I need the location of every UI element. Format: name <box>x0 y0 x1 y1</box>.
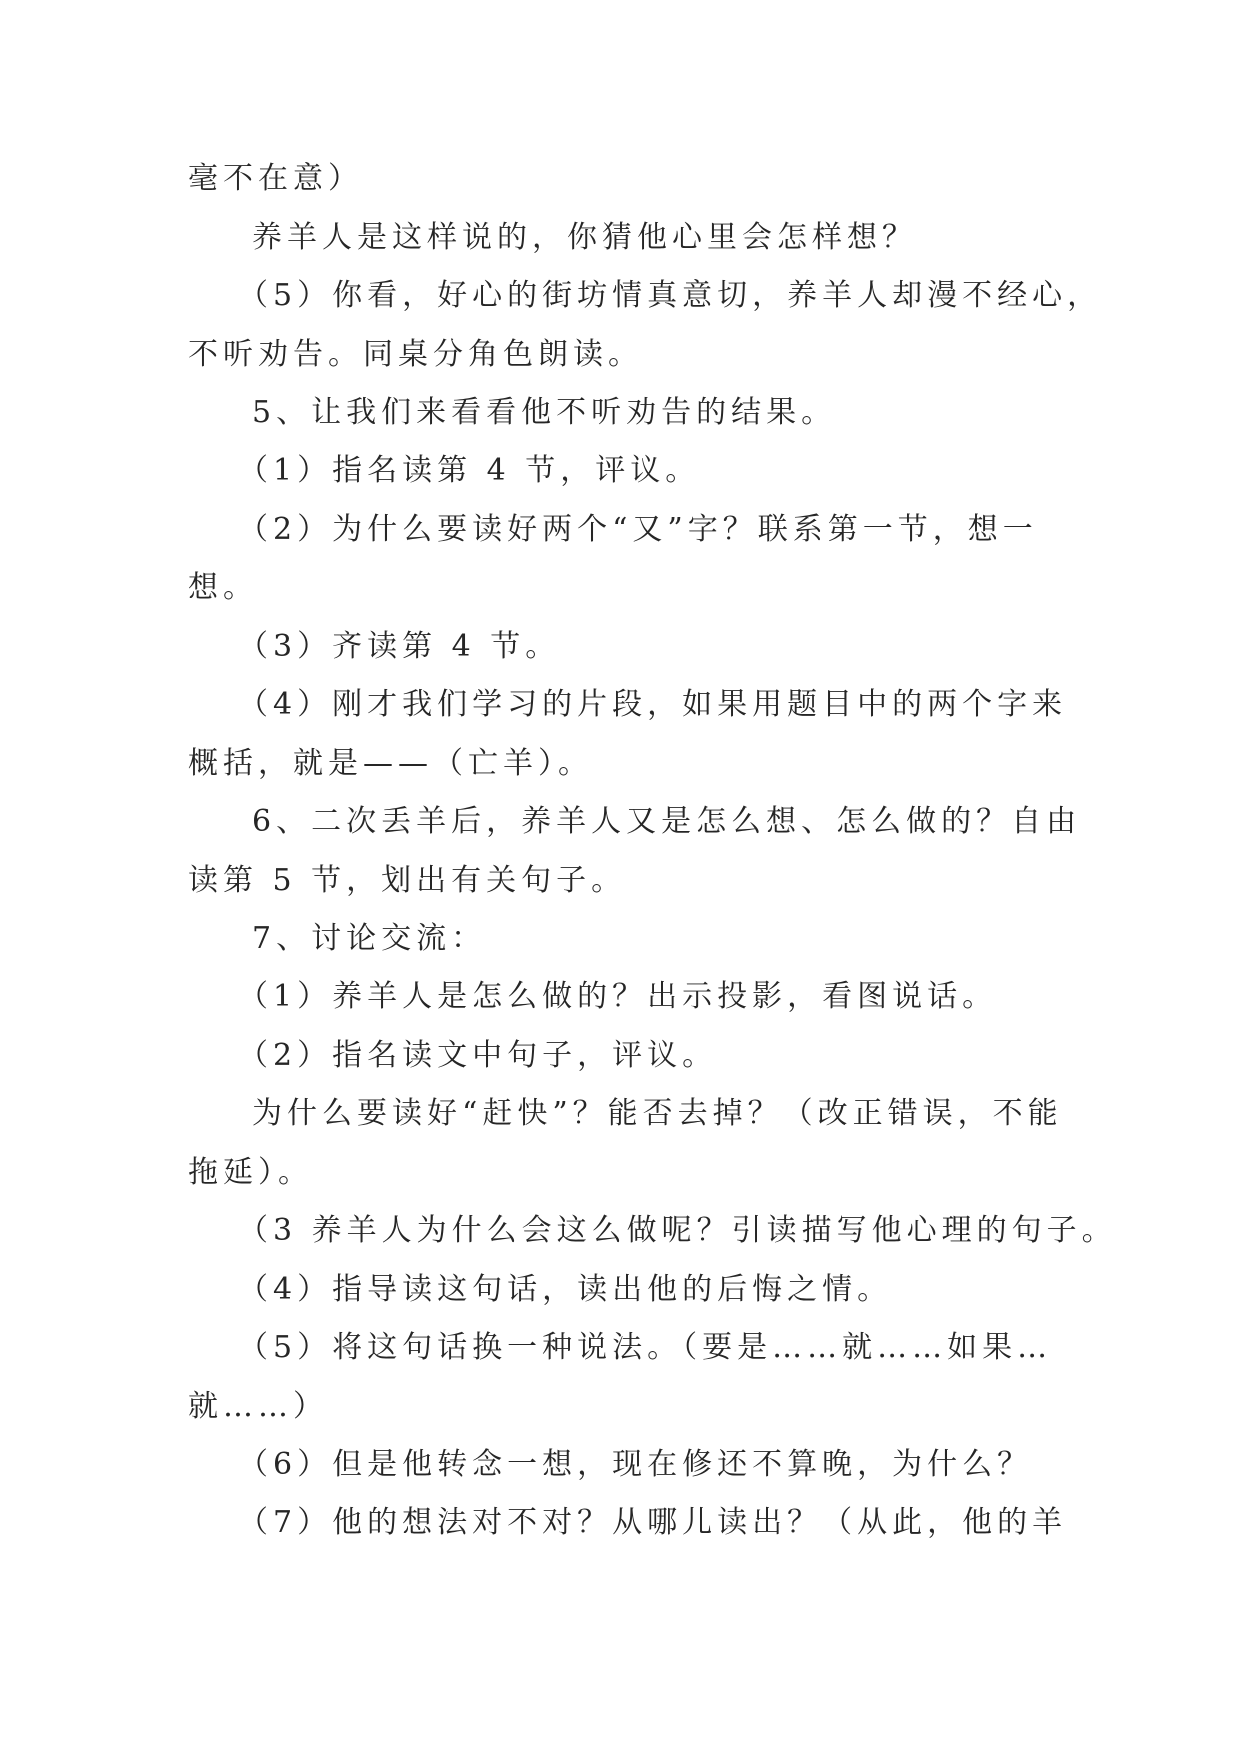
text-line: （4）刚才我们学习的片段，如果用题目中的两个字来 <box>238 687 1068 722</box>
text-line: （4）指导读这句话，读出他的后悔之情。 <box>238 1272 893 1307</box>
text-line: 想。 <box>188 570 258 605</box>
text-line: 为什么要读好“赶快”？能否去掉？（改正错误，不能 <box>252 1096 1063 1131</box>
text-line: （5）你看，好心的街坊情真意切，养羊人却漫不经心， <box>238 278 1103 313</box>
text-line: （1）养羊人是怎么做的？出示投影，看图说话。 <box>238 979 998 1014</box>
text-line: 不听劝告。同桌分角色朗读。 <box>188 337 643 372</box>
text-line: 6、二次丢羊后，养羊人又是怎么想、怎么做的？自由 <box>252 804 1082 839</box>
text-line: （5）将这句话换一种说法。（要是……就……如果… <box>238 1330 1053 1365</box>
text-line: 拖延）。 <box>188 1155 313 1190</box>
text-line: （3 养羊人为什么会这么做呢？引读描写他心理的句子。 <box>238 1213 1117 1248</box>
text-line: 7、讨论交流： <box>252 921 487 956</box>
text-line: （2）为什么要读好两个“又”字？联系第一节，想一 <box>238 512 1038 547</box>
text-line: （7）他的想法对不对？从哪儿读出？（从此，他的羊 <box>238 1505 1068 1540</box>
text-line: （1）指名读第 4 节，评议。 <box>238 453 701 488</box>
text-line: （6）但是他转念一想，现在修还不算晚，为什么？ <box>238 1447 1033 1482</box>
text-line: （3）齐读第 4 节。 <box>238 629 561 664</box>
text-line: 养羊人是这样说的，你猜他心里会怎样想？ <box>252 220 917 255</box>
text-line: 5、让我们来看看他不听劝告的结果。 <box>252 395 837 430</box>
text-line: 毫不在意） <box>188 161 363 196</box>
text-line: 就……） <box>188 1389 328 1424</box>
text-line: （2）指名读文中句子，评议。 <box>238 1038 718 1073</box>
text-line: 概括，就是——（亡羊）。 <box>188 746 593 781</box>
text-line: 读第 5 节，划出有关句子。 <box>188 863 627 898</box>
